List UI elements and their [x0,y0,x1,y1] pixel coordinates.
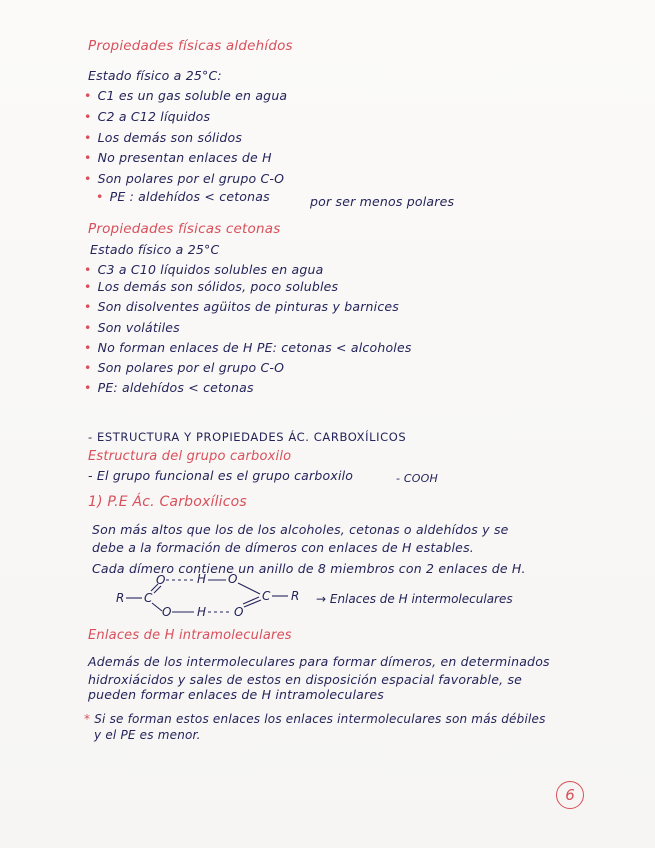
page-number: 6 [556,781,584,809]
list-item: • C1 es un gas soluble en agua [84,88,288,103]
c-right: C [262,589,271,603]
list-item: • Son volátiles [84,320,180,335]
list-item: • No forman enlaces de H PE: cetonas < alcoholes [84,340,412,355]
section-title-intramoleculares: Enlaces de H intramoleculares [88,628,292,643]
lead-estado-fisico: Estado físico a 25°C: [88,68,222,83]
h-top: H [197,572,207,586]
note-line: * Si se forman estos enlaces los enlaces intermoleculares son más débiles [84,712,546,726]
h-bottom: H [197,605,207,619]
note-line: y el PE es menor. [94,728,201,742]
bullet-icon: • [84,380,92,395]
lead-estado-fisico-2: Estado físico a 25°C [90,242,220,257]
para-line: debe a la formación de dímeros con enlaces de H estables. [92,540,474,555]
o-top-right: O [228,572,238,586]
o-bottom-right: O [234,605,244,619]
bullet-icon: • [84,279,92,294]
list-item: • C2 a C12 líquidos [84,109,211,124]
grupo-funcional-line: - El grupo funcional es el grupo carboxilo [88,468,354,483]
list-item: • No presentan enlaces de H [84,150,272,165]
list-item: • Son disolventes agüitos de pinturas y barnices [84,299,400,314]
c-left: C [144,591,153,605]
pe-note: por ser menos polares [310,194,455,209]
r-right: R [291,589,300,603]
pe-acidos-title: 1) P.E Ác. Carboxílicos [88,494,247,510]
bullet-icon: • [84,360,92,375]
o-bottom-left: O [162,605,172,619]
bond-o-c-right [238,583,260,594]
para-line: Cada dímero contiene un anillo de 8 miembros con 2 enlaces de H. [92,561,526,576]
list-item: • Son polares por el grupo C-O [84,171,285,186]
bond-double-right-1 [244,600,261,607]
bullet-icon: • [84,171,92,186]
bond-c-o-bottom-left [152,603,162,611]
para-line: pueden formar enlaces de H intramoleculares [88,687,384,702]
bullet-icon: • [96,189,104,204]
bullet-icon: • [84,130,92,145]
bullet-icon: • [84,88,92,103]
section-title-aldehidos: Propiedades físicas aldehídos [88,38,293,54]
o-top-left: O [156,573,166,587]
subtitle-grupo-carboxilo: Estructura del grupo carboxilo [88,449,292,464]
list-item: • Los demás son sólidos, poco solubles [84,279,339,294]
bullet-icon: • [84,340,92,355]
asterisk-icon: * [84,712,91,726]
list-item: • Son polares por el grupo C-O [84,360,285,375]
bullet-icon: • [84,320,92,335]
cooh-formula: - COOH [396,472,438,485]
arrow-enlaces-label: → Enlaces de H intermoleculares [316,592,513,606]
section-title-cetonas: Propiedades físicas cetonas [88,221,281,237]
para-line: Son más altos que los de los alcoholes, cetonas o aldehídos y se [92,522,509,537]
list-item: • Los demás son sólidos [84,130,243,145]
bullet-icon: • [84,299,92,314]
para-line: hidroxiácidos y sales de estos en disposición espacial favorable, se [88,672,523,687]
para-line: Además de los intermoleculares para formar dímeros, en determinados [88,654,550,669]
heading-acidos-carboxilicos: - ESTRUCTURA Y PROPIEDADES ÁC. CARBOXÍLICOS [88,430,407,444]
list-item: • PE: aldehídos < cetonas [84,380,254,395]
bond-double-right-2 [243,597,259,604]
r-left: R [116,591,125,605]
list-item: • PE : aldehídos < cetonas [96,189,270,204]
bullet-icon: • [84,109,92,124]
list-item: • C3 a C10 líquidos solubles en agua [84,262,324,277]
bullet-icon: • [84,150,92,165]
bullet-icon: • [84,262,92,277]
